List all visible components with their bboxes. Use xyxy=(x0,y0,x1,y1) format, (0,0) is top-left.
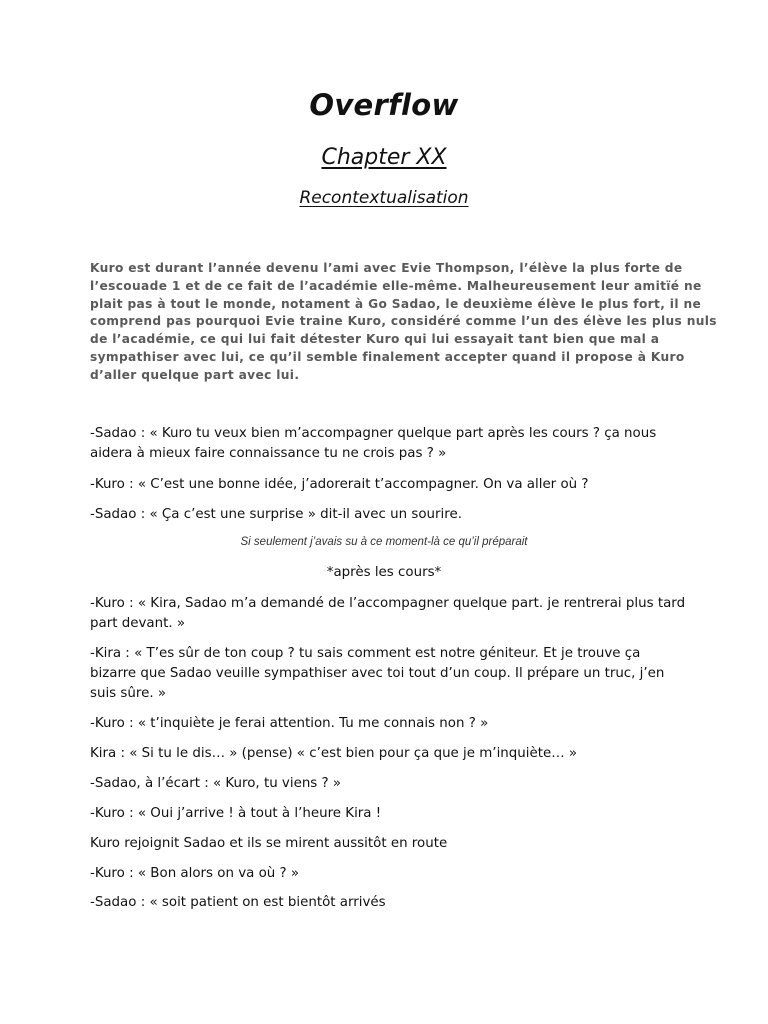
dialogue-line: Kira : « Si tu le dis… » (pense) « c’est bien pour ça que je m’inquiète… » xyxy=(90,746,578,761)
dialogue-line: -Kuro : « C’est une bonne idée, j’adorerait t’accompagner. On va aller où ? xyxy=(90,477,589,492)
summary-line: d’aller quelque part avec lui. xyxy=(90,367,300,382)
narrator-note: Si seulement j’avais su à ce moment-là ce qu’il préparait xyxy=(240,536,528,548)
summary-line: Kuro est durant l’année devenu l’ami avec Evie Thompson, l’élève la plus forte de xyxy=(90,261,683,275)
summary-line: plait pas à tout le monde, notament à Go Sadao, le deuxième élève le plus fort, il ne xyxy=(90,296,702,311)
dialogue-line: -Sadao : « Kuro tu veux bien m’accompagner quelque part après les cours ? ça nous xyxy=(90,426,657,441)
summary-line: comprend pas pourquoi Evie traine Kuro, considéré comme l’un des élève les plus nuls xyxy=(90,314,717,329)
section-subtitle: Recontextualisation xyxy=(299,188,469,208)
summary-line: de l’académie, ce qui lui fait détester Kuro qui lui essayait tant bien que mal a xyxy=(90,332,660,347)
scene-marker: *après les cours* xyxy=(326,565,442,580)
dialogue-line: -Sadao : « Ça c’est une surprise » dit-il avec un sourire. xyxy=(90,507,462,522)
dialogue-line: -Kuro : « Bon alors on va où ? » xyxy=(90,866,300,881)
dialogue-line: -Kuro : « Oui j’arrive ! à tout à l’heure Kira ! xyxy=(90,806,382,821)
summary-line: sympathiser avec lui, ce qu’il semble finalement accepter quand il propose à Kuro xyxy=(90,349,685,364)
chapter-heading: Chapter XX xyxy=(321,145,447,170)
dialogue-line: -Sadao, à l’écart : « Kuro, tu viens ? » xyxy=(90,776,342,791)
dialogue-line: aidera à mieux faire connaissance tu ne crois pas ? » xyxy=(90,446,447,461)
dialogue-line: -Sadao : « soit patient on est bientôt arrivés xyxy=(90,895,386,910)
dialogue-line: -Kuro : « Kira, Sadao m’a demandé de l’accompagner quelque part. je rentrerai plus tard xyxy=(90,596,686,611)
summary-paragraph xyxy=(90,260,717,385)
dialogue-line: bizarre que Sadao veuille sympathiser avec toi tout d’un coup. Il prépare un truc, j’en xyxy=(90,666,665,681)
dialogue-line: -Kira : « T’es sûr de ton coup ? tu sais comment est notre géniteur. Et je trouve ça xyxy=(90,646,641,661)
dialogue-line: suis sûre. » xyxy=(90,686,167,701)
document-title: Overflow xyxy=(309,88,459,122)
dialogue-line: -Kuro : « t’inquiète je ferai attention. Tu me connais non ? » xyxy=(90,716,489,731)
summary-line: l’escouade 1 et de ce fait de l’académie elle-même. Malheureusement leur amitïé ne xyxy=(90,278,702,293)
narration-line: Kuro rejoignit Sadao et ils se mirent aussitôt en route xyxy=(90,836,448,851)
dialogue-line: part devant. » xyxy=(90,616,186,631)
